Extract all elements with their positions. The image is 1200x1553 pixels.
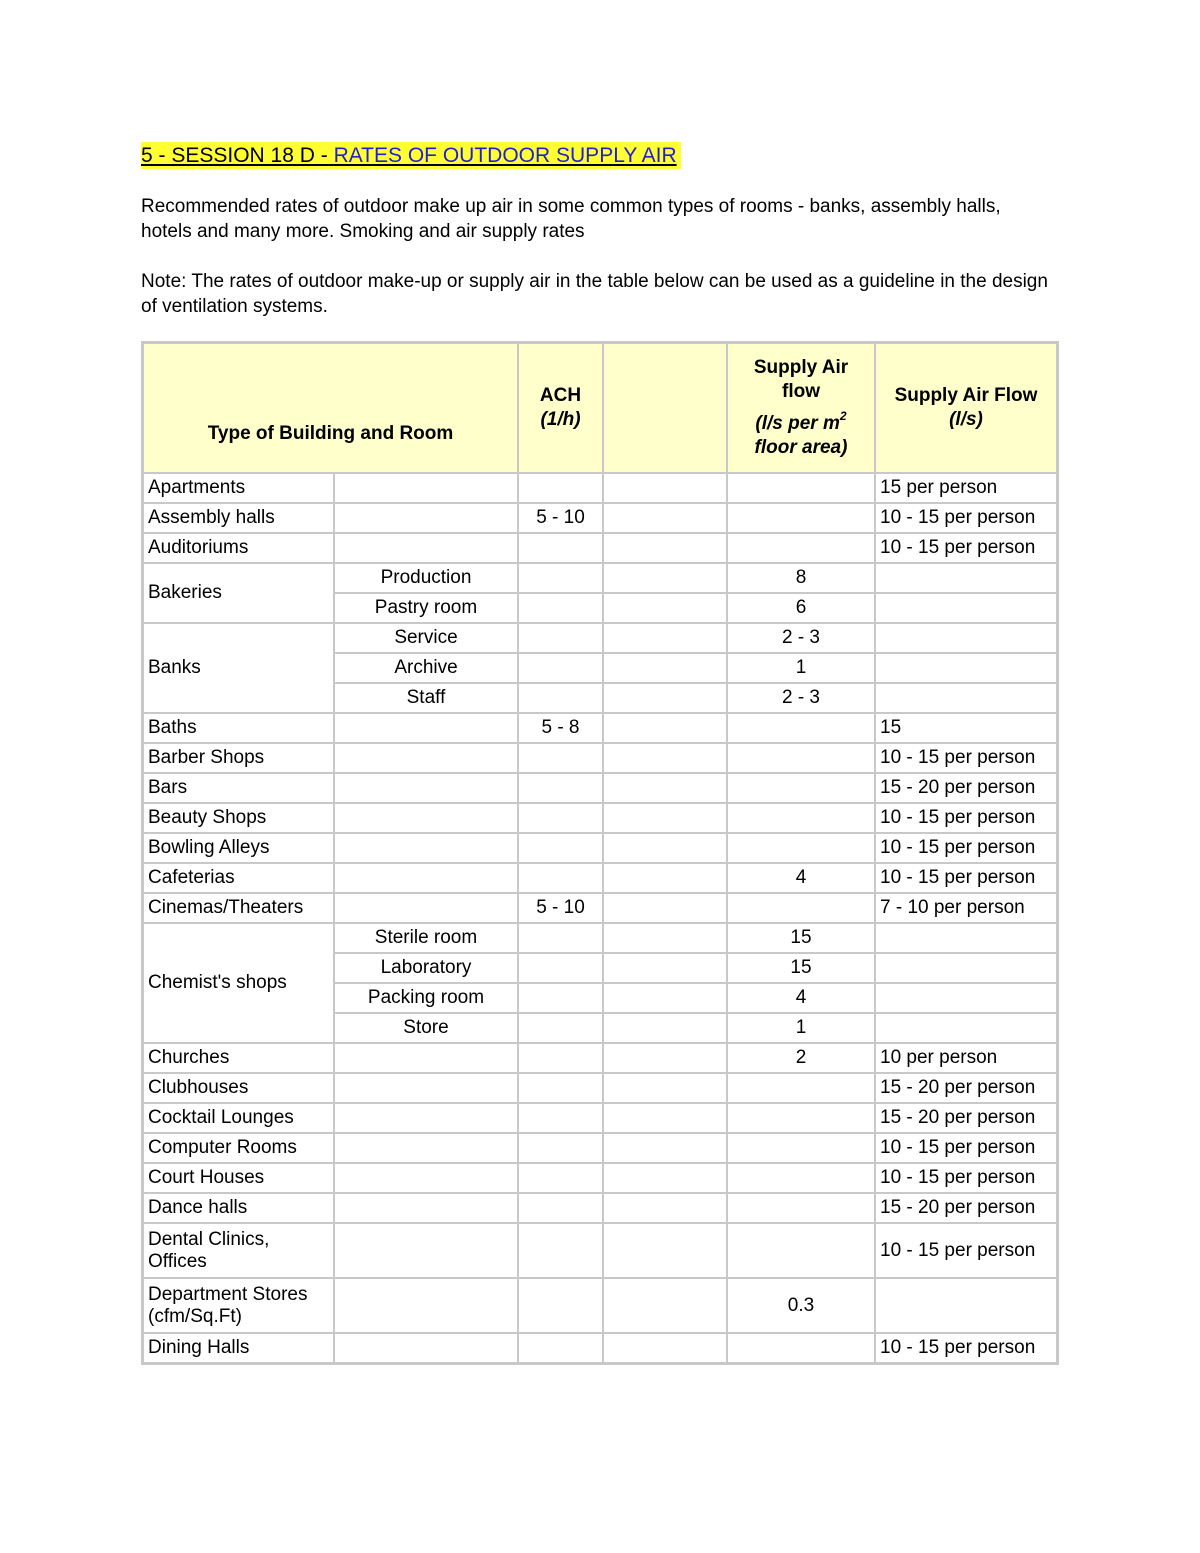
table-row	[143, 713, 1058, 743]
cell-room	[334, 1223, 518, 1278]
cell-room	[334, 473, 518, 503]
cell-supply-per-area	[727, 833, 875, 863]
cell-supply-flow	[875, 593, 1058, 623]
document-page	[141, 142, 1059, 319]
cell-ach	[518, 833, 603, 863]
cell-supply-flow: 10 - 15 per person	[875, 803, 1058, 833]
header-supply-air-flow-per-area: Supply Air flow (l/s per $m^2$ floor area)	[727, 343, 875, 474]
document-heading	[141, 142, 681, 169]
cell-blank	[603, 893, 727, 923]
cell-ach	[518, 1163, 603, 1193]
cell-supply-flow: 10 per person	[875, 1043, 1058, 1073]
cell-room	[334, 803, 518, 833]
cell-blank	[603, 1223, 727, 1278]
cell-blank	[603, 923, 727, 953]
cell-supply-per-area	[727, 1193, 875, 1223]
cell-building-type: Court Houses	[143, 1163, 335, 1193]
cell-supply-per-area	[727, 803, 875, 833]
cell-room: Service	[334, 623, 518, 653]
cell-supply-per-area: 1	[727, 653, 875, 683]
header-type-of-building: Type of Building and Room	[143, 343, 519, 474]
cell-ach	[518, 863, 603, 893]
cell-blank	[603, 1103, 727, 1133]
cell-room	[334, 1278, 518, 1333]
cell-room	[334, 1193, 518, 1223]
cell-ach	[518, 1223, 603, 1278]
cell-building-type: Bars	[143, 773, 335, 803]
cell-blank	[603, 833, 727, 863]
cell-building-type: Beauty Shops	[143, 803, 335, 833]
cell-supply-flow	[875, 953, 1058, 983]
cell-building-type: Auditoriums	[143, 533, 335, 563]
cell-blank	[603, 533, 727, 563]
cell-ach	[518, 953, 603, 983]
cell-room: Production	[334, 563, 518, 593]
header-blank	[603, 343, 727, 474]
cell-room	[334, 743, 518, 773]
cell-building-type: Bowling Alleys	[143, 833, 335, 863]
table-row	[143, 473, 1058, 503]
cell-supply-per-area	[727, 533, 875, 563]
cell-ach: 5 - 10	[518, 503, 603, 533]
cell-room	[334, 1163, 518, 1193]
table-row	[143, 623, 1058, 653]
table-row	[143, 1163, 1058, 1193]
table-row	[143, 773, 1058, 803]
cell-room: Packing room	[334, 983, 518, 1013]
cell-supply-flow	[875, 563, 1058, 593]
cell-blank	[603, 593, 727, 623]
cell-supply-per-area	[727, 1103, 875, 1133]
cell-supply-per-area: 2 - 3	[727, 623, 875, 653]
cell-building-type: Department Stores (cfm/Sq.Ft)	[143, 1278, 335, 1333]
table-row	[143, 833, 1058, 863]
cell-supply-per-area: 4	[727, 863, 875, 893]
cell-ach	[518, 653, 603, 683]
table-row	[143, 863, 1058, 893]
cell-blank	[603, 1163, 727, 1193]
cell-supply-flow: 15	[875, 713, 1058, 743]
cell-supply-flow: 10 - 15 per person	[875, 1163, 1058, 1193]
cell-building-type: Baths	[143, 713, 335, 743]
cell-room	[334, 773, 518, 803]
cell-supply-per-area	[727, 1333, 875, 1364]
table-row	[143, 1278, 1058, 1333]
table-row	[143, 503, 1058, 533]
cell-supply-flow: 10 - 15 per person	[875, 863, 1058, 893]
cell-blank	[603, 1333, 727, 1364]
cell-blank	[603, 653, 727, 683]
cell-building-type: Chemist's shops	[143, 923, 335, 1043]
cell-blank	[603, 1073, 727, 1103]
cell-blank	[603, 863, 727, 893]
cell-ach	[518, 1013, 603, 1043]
table-row	[143, 1073, 1058, 1103]
cell-blank	[603, 1133, 727, 1163]
cell-blank	[603, 563, 727, 593]
cell-blank	[603, 1193, 727, 1223]
cell-blank	[603, 803, 727, 833]
table-row	[143, 743, 1058, 773]
table-row	[143, 803, 1058, 833]
table-row	[143, 1223, 1058, 1278]
cell-room: Staff	[334, 683, 518, 713]
cell-room: Archive	[334, 653, 518, 683]
cell-supply-per-area: 0.3	[727, 1278, 875, 1333]
cell-room	[334, 533, 518, 563]
cell-supply-flow: 10 - 15 per person	[875, 833, 1058, 863]
cell-supply-flow	[875, 623, 1058, 653]
table-row	[143, 893, 1058, 923]
cell-ach	[518, 683, 603, 713]
table-header-row	[143, 343, 1058, 474]
intro-paragraph: Recommended rates of outdoor make up air in some common types of rooms - banks, assembly halls, hotels and many more. Smoking and air supply rates	[141, 196, 1001, 242]
cell-supply-flow: 10 - 15 per person	[875, 1333, 1058, 1364]
cell-supply-flow: 7 - 10 per person	[875, 893, 1058, 923]
cell-room	[334, 833, 518, 863]
cell-building-type: Barber Shops	[143, 743, 335, 773]
cell-room	[334, 1133, 518, 1163]
header-supply-air-flow: Supply Air Flow (l/s)	[875, 343, 1058, 474]
cell-room	[334, 1073, 518, 1103]
cell-supply-flow: 15 - 20 per person	[875, 1103, 1058, 1133]
cell-supply-per-area: 4	[727, 983, 875, 1013]
cell-ach	[518, 1133, 603, 1163]
cell-supply-per-area	[727, 893, 875, 923]
cell-room: Laboratory	[334, 953, 518, 983]
cell-blank	[603, 473, 727, 503]
cell-building-type: Assembly halls	[143, 503, 335, 533]
cell-room	[334, 713, 518, 743]
cell-supply-per-area: 2	[727, 1043, 875, 1073]
cell-building-type: Bakeries	[143, 563, 335, 623]
cell-room	[334, 1103, 518, 1133]
cell-supply-per-area	[727, 473, 875, 503]
cell-blank	[603, 773, 727, 803]
cell-supply-flow	[875, 683, 1058, 713]
heading-title-link[interactable]: RATES OF OUTDOOR SUPPLY AIR	[333, 144, 677, 167]
cell-room: Sterile room	[334, 923, 518, 953]
cell-ach	[518, 533, 603, 563]
cell-ach	[518, 473, 603, 503]
cell-supply-flow: 10 - 15 per person	[875, 1223, 1058, 1278]
cell-ach	[518, 773, 603, 803]
cell-supply-per-area	[727, 1223, 875, 1278]
table-body	[143, 473, 1058, 1364]
cell-supply-flow: 10 - 15 per person	[875, 1133, 1058, 1163]
table-row	[143, 1103, 1058, 1133]
table-row	[143, 1333, 1058, 1364]
cell-building-type: Dental Clinics, Offices	[143, 1223, 335, 1278]
cell-supply-flow	[875, 923, 1058, 953]
cell-supply-per-area: 8	[727, 563, 875, 593]
table-row	[143, 1193, 1058, 1223]
outdoor-air-rates-table	[141, 341, 1059, 1365]
cell-supply-flow: 10 - 15 per person	[875, 503, 1058, 533]
cell-room: Store	[334, 1013, 518, 1043]
cell-blank	[603, 1278, 727, 1333]
cell-ach	[518, 1333, 603, 1364]
cell-blank	[603, 953, 727, 983]
cell-blank	[603, 1013, 727, 1043]
cell-supply-flow: 15 - 20 per person	[875, 1193, 1058, 1223]
table-row	[143, 533, 1058, 563]
cell-supply-flow: 15 - 20 per person	[875, 1073, 1058, 1103]
cell-supply-per-area	[727, 503, 875, 533]
cell-room	[334, 893, 518, 923]
cell-supply-flow	[875, 653, 1058, 683]
cell-ach	[518, 1278, 603, 1333]
cell-ach	[518, 923, 603, 953]
cell-ach	[518, 623, 603, 653]
cell-supply-per-area: 15	[727, 953, 875, 983]
cell-building-type: Dining Halls	[143, 1333, 335, 1364]
cell-ach	[518, 1103, 603, 1133]
cell-building-type: Clubhouses	[143, 1073, 335, 1103]
cell-room	[334, 1333, 518, 1364]
cell-blank	[603, 713, 727, 743]
cell-blank	[603, 1043, 727, 1073]
cell-supply-per-area	[727, 1163, 875, 1193]
cell-building-type: Cafeterias	[143, 863, 335, 893]
cell-room	[334, 1043, 518, 1073]
cell-ach	[518, 563, 603, 593]
table-row	[143, 563, 1058, 593]
cell-supply-per-area	[727, 773, 875, 803]
cell-blank	[603, 623, 727, 653]
cell-building-type: Computer Rooms	[143, 1133, 335, 1163]
cell-building-type: Cinemas/Theaters	[143, 893, 335, 923]
cell-ach: 5 - 8	[518, 713, 603, 743]
cell-supply-per-area: 2 - 3	[727, 683, 875, 713]
cell-supply-per-area: 6	[727, 593, 875, 623]
cell-supply-flow: 10 - 15 per person	[875, 743, 1058, 773]
cell-building-type: Banks	[143, 623, 335, 713]
note-paragraph: Note: The rates of outdoor make-up or supply air in the table below can be used as a guideline in the design of ventilation systems.	[141, 271, 1048, 317]
table-row	[143, 1133, 1058, 1163]
header-ach: ACH (1/h)	[518, 343, 603, 474]
cell-supply-flow: 15 per person	[875, 473, 1058, 503]
cell-ach	[518, 593, 603, 623]
cell-building-type: Apartments	[143, 473, 335, 503]
cell-ach	[518, 1043, 603, 1073]
cell-room	[334, 503, 518, 533]
cell-supply-flow	[875, 1013, 1058, 1043]
cell-supply-flow: 10 - 15 per person	[875, 533, 1058, 563]
cell-blank	[603, 683, 727, 713]
cell-ach	[518, 1193, 603, 1223]
cell-supply-per-area	[727, 743, 875, 773]
cell-blank	[603, 743, 727, 773]
cell-supply-flow: 15 - 20 per person	[875, 773, 1058, 803]
cell-blank	[603, 503, 727, 533]
cell-ach	[518, 1073, 603, 1103]
cell-building-type: Dance halls	[143, 1193, 335, 1223]
cell-building-type: Cocktail Lounges	[143, 1103, 335, 1133]
cell-supply-per-area	[727, 1073, 875, 1103]
cell-ach	[518, 743, 603, 773]
table-row	[143, 1043, 1058, 1073]
table-row	[143, 923, 1058, 953]
cell-room	[334, 863, 518, 893]
cell-supply-flow	[875, 1278, 1058, 1333]
cell-supply-per-area: 15	[727, 923, 875, 953]
cell-supply-flow	[875, 983, 1058, 1013]
cell-supply-per-area: 1	[727, 1013, 875, 1043]
cell-building-type: Churches	[143, 1043, 335, 1073]
cell-supply-per-area	[727, 1133, 875, 1163]
cell-supply-per-area	[727, 713, 875, 743]
cell-ach	[518, 983, 603, 1013]
cell-blank	[603, 983, 727, 1013]
cell-room: Pastry room	[334, 593, 518, 623]
cell-ach	[518, 803, 603, 833]
cell-ach: 5 - 10	[518, 893, 603, 923]
heading-prefix: 5 - SESSION 18 D -	[141, 144, 334, 167]
